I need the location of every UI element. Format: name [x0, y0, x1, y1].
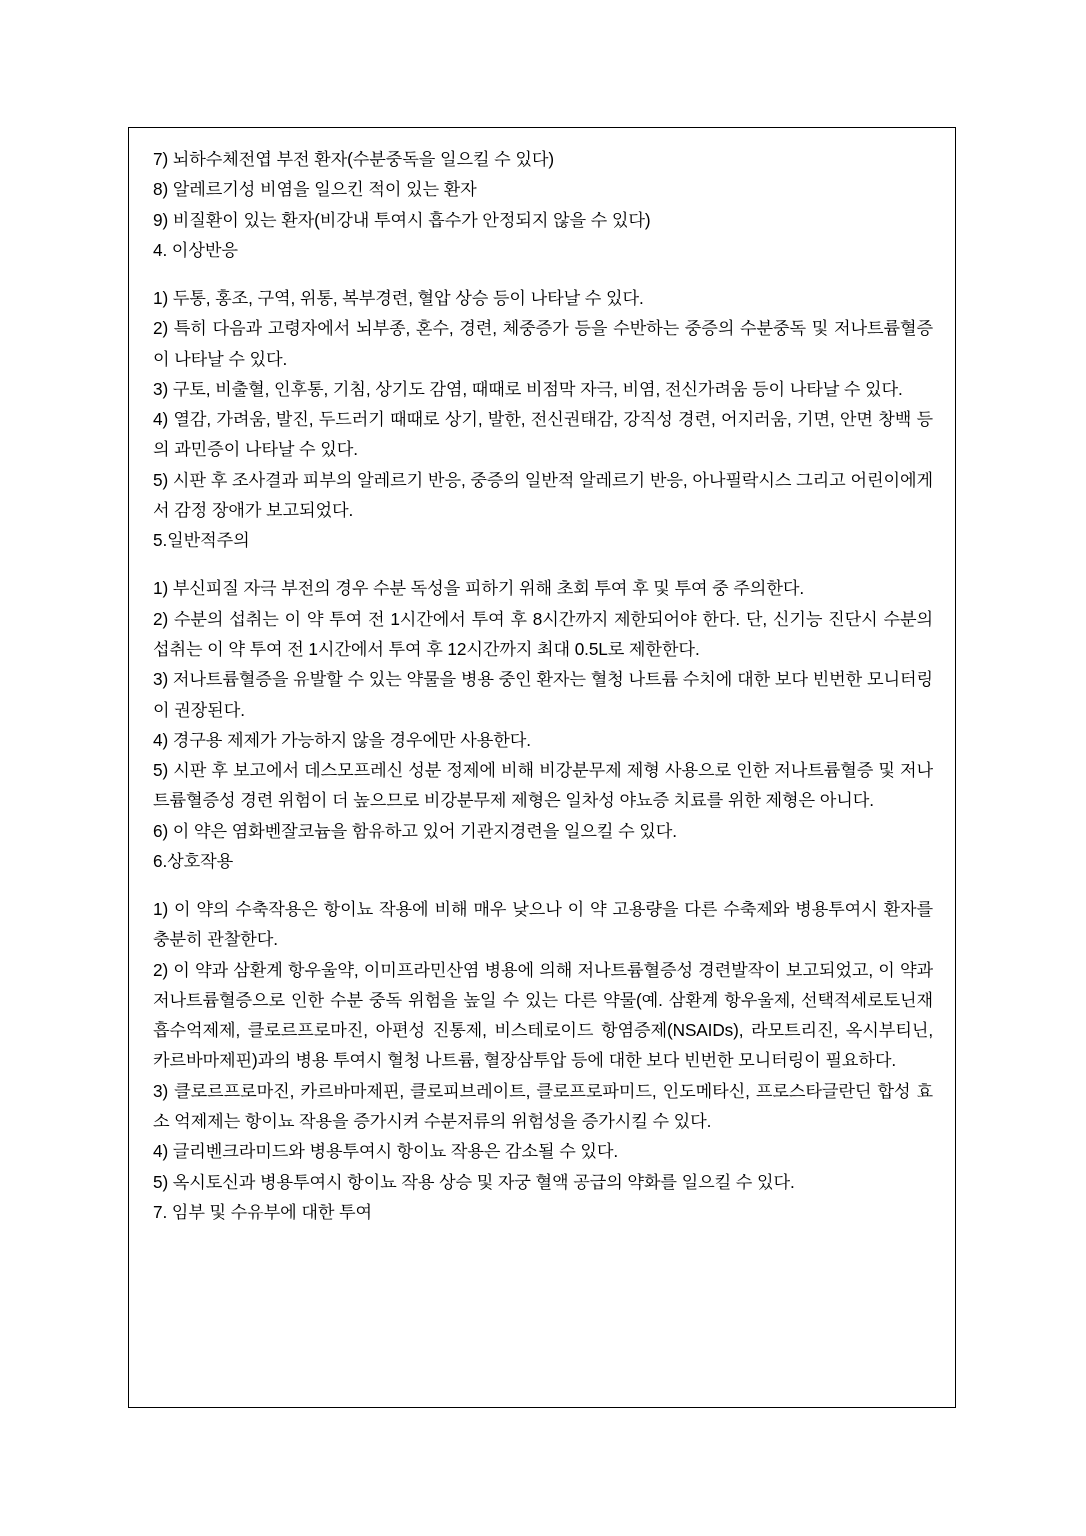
spacer	[153, 876, 933, 894]
paragraph: 1) 부신피질 자극 부전의 경우 수분 독성을 피하기 위해 초회 투여 후 및 투여 중 주의한다.	[153, 578, 804, 599]
section-heading-adverse-reactions: 4. 이상반응	[153, 239, 238, 260]
spacer	[153, 555, 933, 573]
spacer	[153, 265, 933, 283]
paragraph: 4) 경구용 제제가 가능하지 않을 경우에만 사용한다.	[153, 729, 531, 750]
paragraph: 1) 두통, 홍조, 구역, 위통, 복부경련, 혈압 상승 등이 나타날 수 있다.	[153, 288, 644, 309]
paragraph: 5) 시판 후 보고에서 데스모프레신 성분 정제에 비해 비강분무제 제형 사용으로 인한 저나트륨혈증 및 저나트륨혈증성 경련 위험이 더 높으므로 비강분무제 제형은 일차성 야뇨증 치료를 위한 제형은 아니다.	[153, 760, 933, 811]
document-text-body	[153, 144, 933, 1227]
paragraph: 8) 알레르기성 비염을 일으킨 적이 있는 환자	[153, 179, 477, 200]
section-heading-pregnancy: 7. 임부 및 수유부에 대한 투여	[153, 1201, 373, 1222]
paragraph: 1) 이 약의 수축작용은 항이뇨 작용에 비해 매우 낮으나 이 약 고용량을 다른 수축제와 병용투여시 환자를 충분히 관찰한다.	[153, 899, 933, 950]
document-frame	[128, 127, 956, 1408]
paragraph: 7) 뇌하수체전엽 부전 환자(수분중독을 일으킬 수 있다)	[153, 149, 554, 169]
paragraph: 4) 열감, 가려움, 발진, 두드러기 때때로 상기, 발한, 전신권태감, 강직성 경련, 어지러움, 기면, 안면 창백 등의 과민증이 나타날 수 있다.	[153, 409, 933, 460]
paragraph: 2) 특히 다음과 고령자에서 뇌부종, 혼수, 경련, 체중증가 등을 수반하는 중증의 수분중독 및 저나트륨혈증이 나타날 수 있다.	[153, 318, 933, 369]
paragraph: 2) 이 약과 삼환계 항우울약, 이미프라민산염 병용에 의해 저나트륨혈증성 경련발작이 보고되었고, 이 약과 저나트륨혈증으로 인한 수분 중독 위험을 높일 수 있는 다른 약물(예. 삼환계 항우울제, 선택적세로토닌재흡수억제제, 클로르프로마진, 아편성 진통제, 비스테로이드 항염증제(NSAIDs), 라모트리진, 옥시부티닌, 카르바마제핀)과의 병용 투여시 혈청 나트륨, 혈장삼투압 등에 대한 보다 빈번한 모니터링이 필요하다.	[153, 959, 933, 1071]
paragraph: 5) 시판 후 조사결과 피부의 알레르기 반응, 중증의 일반적 알레르기 반응, 아나필락시스 그리고 어린이에게서 감정 장애가 보고되었다.	[153, 469, 933, 520]
section-heading-general-precautions: 5.일반적주의	[153, 530, 250, 551]
paragraph: 6) 이 약은 염화벤잘코늄을 함유하고 있어 기관지경련을 일으킬 수 있다.	[153, 820, 677, 841]
paragraph: 3) 구토, 비출혈, 인후통, 기침, 상기도 감염, 때때로 비점막 자극, 비염, 전신가려움 등이 나타날 수 있다.	[153, 378, 903, 399]
paragraph: 4) 글리벤크라미드와 병용투여시 항이뇨 작용은 감소될 수 있다.	[153, 1141, 619, 1162]
paragraph: 9) 비질환이 있는 환자(비강내 투여시 흡수가 안정되지 않을 수 있다)	[153, 209, 651, 230]
paragraph: 3) 저나트륨혈증을 유발할 수 있는 약물을 병용 중인 환자는 혈청 나트륨 수치에 대한 보다 빈번한 모니터링이 권장된다.	[153, 669, 933, 720]
paragraph: 2) 수분의 섭취는 이 약 투여 전 1시간에서 투여 후 8시간까지 제한되어야 한다. 단, 신기능 진단시 수분의 섭취는 이 약 투여 전 1시간에서 투여 후 12시간까지 최대 0.5L로 제한한다.	[153, 608, 933, 659]
paragraph: 5) 옥시토신과 병용투여시 항이뇨 작용 상승 및 자궁 혈액 공급의 약화를 일으킬 수 있다.	[153, 1171, 795, 1192]
section-heading-interactions: 6.상호작용	[153, 850, 234, 871]
paragraph: 3) 클로르프로마진, 카르바마제핀, 클로피브레이트, 클로프로파미드, 인도메타신, 프로스타글란딘 합성 효소 억제제는 항이뇨 작용을 증가시켜 수분저류의 위험성을 증가시킬 수 있다.	[153, 1080, 933, 1131]
